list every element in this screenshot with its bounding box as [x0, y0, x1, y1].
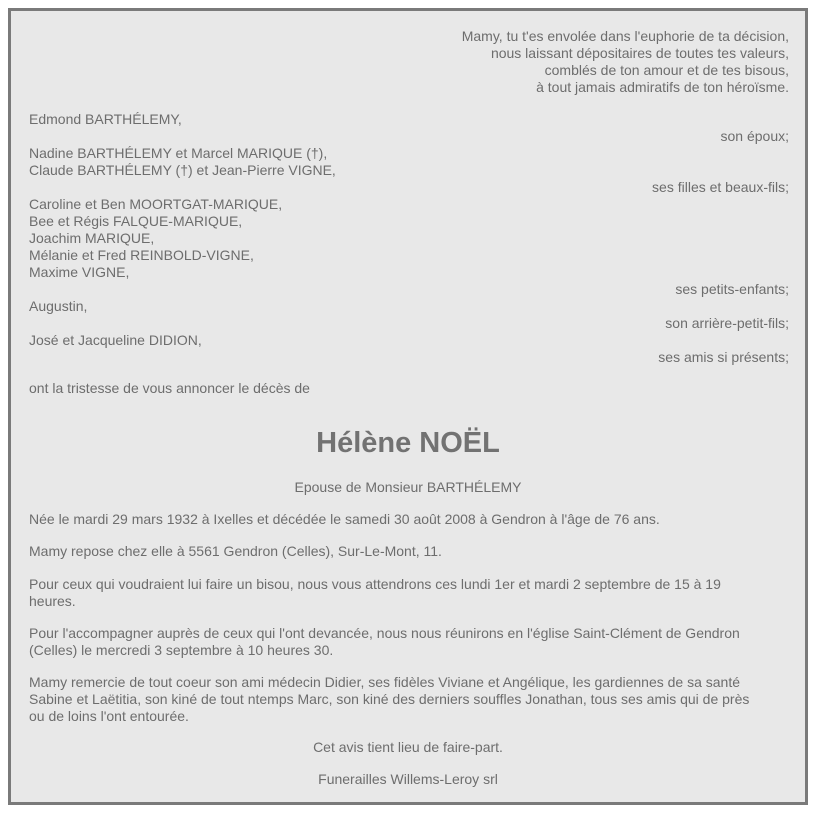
grandchildren-role: ses petits-enfants; [675, 281, 789, 297]
deceased-name: Hélène NOËL [316, 427, 500, 459]
notice-text: Cet avis tient lieu de faire-part. [313, 739, 503, 755]
deceased-subtitle: Epouse de Monsieur BARTHÉLEMY [294, 479, 522, 495]
poem-line: comblés de ton amour et de tes bisous, [544, 62, 789, 78]
spouse-role: son époux; [720, 128, 789, 144]
grandchild-name: Mélanie et Fred REINBOLD-VIGNE, [29, 247, 254, 263]
grandchild-name: Bee et Régis FALQUE-MARIQUE, [29, 213, 243, 229]
funeral-home: Funerailles Willems-Leroy srl [318, 771, 498, 787]
rest-paragraph: Mamy repose chez elle à 5561 Gendron (Celles), Sur-Le-Mont, 11. [29, 543, 442, 559]
great-grandson-name: Augustin, [29, 298, 88, 314]
poem-line: à tout jamais admiratifs de ton héroïsme. [536, 79, 789, 95]
daughter-name: Nadine BARTHÉLEMY et Marcel MARIQUE (†), [29, 145, 328, 161]
announce-text: ont la tristesse de vous annoncer le décès de [29, 380, 310, 396]
ceremony-paragraph-line: Pour l'accompagner auprès de ceux qui l'ont devancée, nous nous réunirons en l'église Saint-Clément de Gendron [29, 625, 740, 641]
grandchild-name: Maxime VIGNE, [29, 264, 130, 280]
poem-line: Mamy, tu t'es envolée dans l'euphorie de ta décision, [461, 28, 789, 44]
grandchild-name: Joachim MARIQUE, [29, 230, 155, 246]
spouse-name: Edmond BARTHÉLEMY, [29, 111, 182, 127]
great-grandson-role: son arrière-petit-fils; [665, 315, 789, 331]
poem-line: nous laissant dépositaires de toutes tes valeurs, [490, 45, 789, 61]
visit-paragraph-line: heures. [29, 593, 76, 609]
thanks-paragraph-line: ou de loins l'ont entourée. [29, 708, 189, 724]
death-notice [8, 8, 808, 805]
visit-paragraph-line: Pour ceux qui voudraient lui faire un bisou, nous vous attendrons ces lundi 1er et mardi 2 septembre de 15 à 19 [29, 576, 721, 592]
daughters-role: ses filles et beaux-fils; [652, 179, 789, 195]
thanks-paragraph-line: Sabine et Laëtitia, son kiné de tout ntemps Marc, son kiné des derniers souffles Jonathan, tous ses amis qui de près [29, 691, 750, 707]
daughter-name: Claude BARTHÉLEMY (†) et Jean-Pierre VIGNE, [29, 162, 336, 178]
ceremony-paragraph-line: (Celles) le mercredi 3 septembre à 10 heures 30. [29, 642, 334, 658]
birth-paragraph: Née le mardi 29 mars 1932 à Ixelles et décédée le samedi 30 août 2008 à Gendron à l'âge de 76 ans. [29, 511, 660, 527]
grandchild-name: Caroline et Ben MOORTGAT-MARIQUE, [29, 196, 283, 212]
friends-name: José et Jacqueline DIDION, [29, 332, 202, 348]
friends-role: ses amis si présents; [658, 349, 789, 365]
thanks-paragraph-line: Mamy remercie de tout coeur son ami médecin Didier, ses fidèles Viviane et Angélique, les gardiennes de sa santé [29, 674, 741, 690]
